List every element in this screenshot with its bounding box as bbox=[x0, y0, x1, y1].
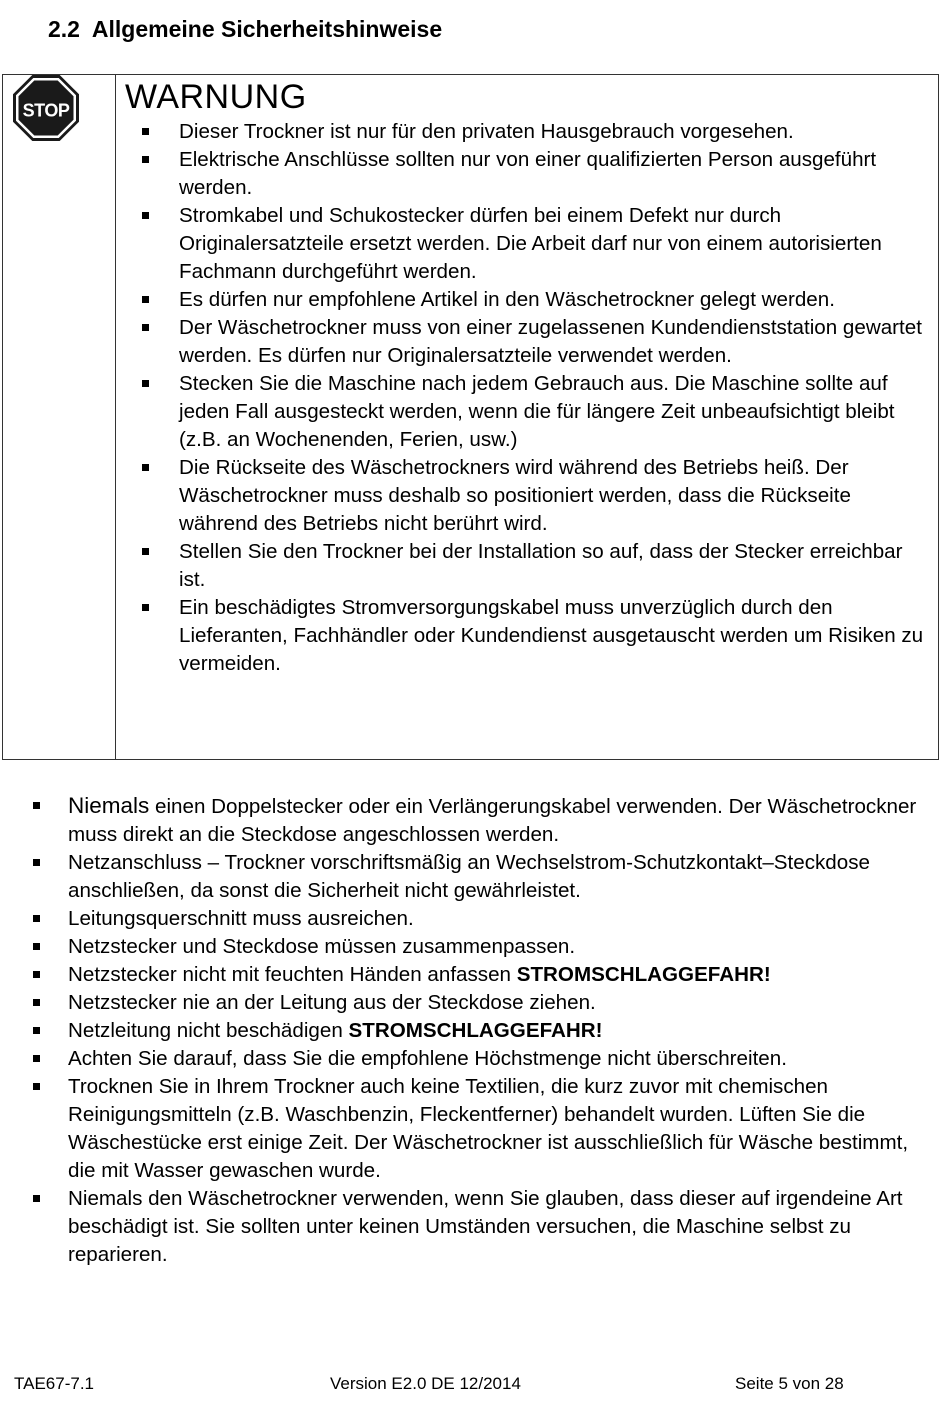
warning-item-text: Elektrische Anschlüsse sollten nur von einer qualifizierten Person ausgeführt werden. bbox=[179, 148, 877, 199]
warning-box-divider bbox=[115, 75, 116, 759]
warning-item-text: Stromkabel und Schukostecker dürfen bei einem Defekt nur durch Originalersatzteile ersetzt werden. Die Arbeit darf nur von einem autorisierten Fachmann durchgeführt werden. bbox=[179, 204, 882, 283]
warning-item-text: Dieser Trockner ist nur für den privaten Hausgebrauch vorgesehen. bbox=[179, 120, 794, 143]
warning-item-text: Stellen Sie den Trockner bei der Installation so auf, dass der Stecker erreichbar ist. bbox=[179, 540, 903, 591]
danger-warning-text: STROMSCHLAGGEFAHR! bbox=[516, 963, 771, 986]
bullet-icon bbox=[33, 971, 40, 978]
warning-item bbox=[179, 202, 934, 286]
instruction-item bbox=[68, 905, 924, 933]
instruction-text: Netzstecker und Steckdose müssen zusammenpassen. bbox=[68, 935, 576, 958]
instruction-item bbox=[68, 933, 924, 961]
bullet-icon bbox=[33, 1027, 40, 1034]
warning-item bbox=[179, 314, 934, 370]
instruction-item bbox=[68, 1017, 924, 1045]
warning-item bbox=[179, 146, 934, 202]
instruction-list bbox=[68, 792, 924, 1269]
warning-title: WARNUNG bbox=[125, 78, 307, 116]
bullet-icon bbox=[142, 548, 149, 555]
instruction-lead-word: Niemals bbox=[68, 793, 150, 818]
instruction-text: Netzanschluss – Trockner vorschriftsmäßig an Wechselstrom-Schutzkontakt–Steckdose anschließen, da sonst die Sicherheit nicht gewährleistet. bbox=[68, 851, 870, 902]
instruction-item bbox=[68, 792, 924, 849]
warning-item-text: Ein beschädigtes Stromversorgungskabel muss unverzüglich durch den Lieferanten, Fachhändler oder Kundendienst ausgetauscht werden um Risiken zu vermeiden. bbox=[179, 596, 924, 675]
instruction-text: Leitungsquerschnitt muss ausreichen. bbox=[68, 907, 414, 930]
instruction-text: Trocknen Sie in Ihrem Trockner auch keine Textilien, die kurz zuvor mit chemischen Reinigungsmitteln (z.B. Waschbenzin, Fleckentferner) behandelt wurden. Lüften Sie die Wäschestücke erst einige Zeit. Der Wäschetrockner ist ausschließlich für Wäsche bestimmt, die mit Wasser gewaschen wurde. bbox=[68, 1075, 909, 1182]
bullet-icon bbox=[142, 156, 149, 163]
warning-item bbox=[179, 454, 934, 538]
instruction-text: Niemals den Wäschetrockner verwenden, wenn Sie glauben, dass dieser auf irgendeine Art beschädigt ist. Sie sollten unter keinen Umständen versuchen, die Maschine selbst zu reparieren. bbox=[68, 1187, 903, 1266]
bullet-icon bbox=[142, 324, 149, 331]
warning-item-text: Es dürfen nur empfohlene Artikel in den Wäschetrockner gelegt werden. bbox=[179, 288, 835, 311]
warning-box bbox=[2, 74, 939, 760]
warning-item bbox=[179, 538, 934, 594]
warning-item-text: Der Wäschetrockner muss von einer zugelassenen Kundendienststation gewartet werden. Es dürfen nur Originalersatzteile verwendet werden. bbox=[179, 316, 922, 367]
bullet-icon bbox=[33, 943, 40, 950]
bullet-icon bbox=[142, 212, 149, 219]
warning-item bbox=[179, 286, 934, 314]
instruction-text: Netzstecker nicht mit feuchten Händen anfassen bbox=[68, 963, 517, 986]
bullet-icon bbox=[33, 802, 40, 809]
bullet-icon bbox=[33, 999, 40, 1006]
instruction-text: Netzleitung nicht beschädigen bbox=[68, 1019, 349, 1042]
footer-page-number: Seite 5 von 28 bbox=[735, 1374, 844, 1393]
instruction-text: einen Doppelstecker oder ein Verlängerungskabel verwenden. Der Wäschetrockner muss direkt an die Steckdose angeschlossen werden. bbox=[68, 795, 917, 846]
warning-item bbox=[179, 594, 934, 678]
instruction-item bbox=[68, 989, 924, 1017]
warning-list bbox=[179, 118, 934, 678]
bullet-icon bbox=[33, 915, 40, 922]
bullet-icon bbox=[142, 464, 149, 471]
section-heading: 2.2 Allgemeine Sicherheitshinweise bbox=[48, 16, 443, 42]
stop-sign-icon bbox=[13, 75, 79, 141]
instruction-item bbox=[68, 1045, 924, 1073]
warning-item-text: Die Rückseite des Wäschetrockners wird während des Betriebs heiß. Der Wäschetrockner muss deshalb so positioniert werden, dass die Rückseite während des Betriebs nicht berührt wird. bbox=[179, 456, 851, 535]
instruction-item bbox=[68, 1073, 924, 1185]
instruction-text: Achten Sie darauf, dass Sie die empfohlene Höchstmenge nicht überschreiten. bbox=[68, 1047, 787, 1070]
bullet-icon bbox=[33, 1083, 40, 1090]
bullet-icon bbox=[142, 380, 149, 387]
danger-warning-text: STROMSCHLAGGEFAHR! bbox=[348, 1019, 603, 1042]
instruction-item bbox=[68, 849, 924, 905]
bullet-icon bbox=[33, 1055, 40, 1062]
warning-item-text: Stecken Sie die Maschine nach jedem Gebrauch aus. Die Maschine sollte auf jeden Fall ausgesteckt werden, wenn die für längere Zeit unbeaufsichtigt bleibt (z.B. an Wochenenden, Ferien, usw.) bbox=[179, 372, 895, 451]
footer-doc-id: TAE67-7.1 bbox=[14, 1374, 95, 1393]
bullet-icon bbox=[33, 1195, 40, 1202]
bullet-icon bbox=[142, 128, 149, 135]
footer-version: Version E2.0 DE 12/2014 bbox=[330, 1374, 521, 1393]
warning-item bbox=[179, 118, 934, 146]
warning-item bbox=[179, 370, 934, 454]
bullet-icon bbox=[142, 604, 149, 611]
stop-sign-text: STOP bbox=[22, 100, 70, 121]
instruction-item bbox=[68, 961, 924, 989]
bullet-icon bbox=[33, 859, 40, 866]
instruction-text: Netzstecker nie an der Leitung aus der Steckdose ziehen. bbox=[68, 991, 596, 1014]
instruction-item bbox=[68, 1185, 924, 1269]
bullet-icon bbox=[142, 296, 149, 303]
